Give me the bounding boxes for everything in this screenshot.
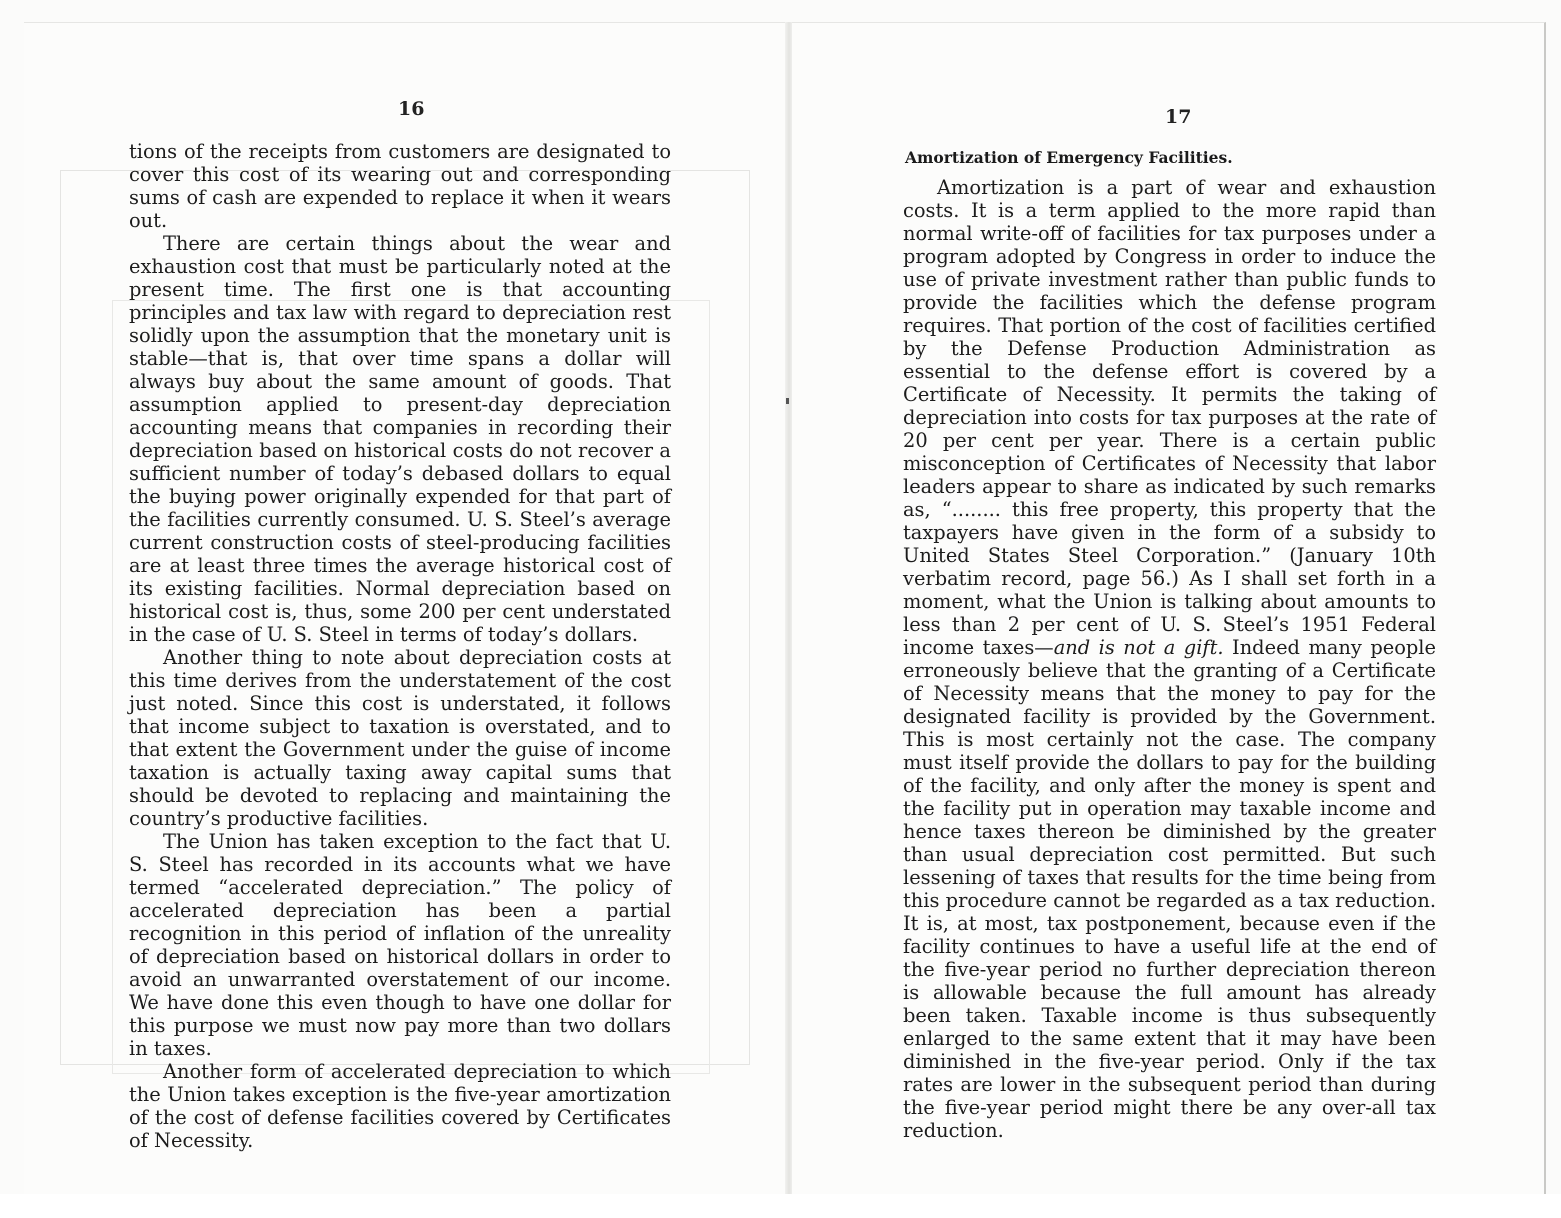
right-paragraph-text-part-2: Indeed many people erroneously believe that the granting of a Certificate of Necessity means that the money to pay for the designated facility is provided by the Government. This is most certainly not the case. The company must itself provide the dollars to pay for the building of the facility, and only after the money is spent and the facility put in operation may taxable income and hence taxes thereon be diminished by the greater than usual depreciation cost permitted. But such lessening of taxes that results for the time being from this procedure cannot be regarded as a tax reduction. It is, at most, tax postponement, because even if the facility continues to have a useful life at the end of the five-year period no further depreciation thereon is allowable because the full amount has already been taken. Taxable income is thus subsequently enlarged to the same extent that it may have been diminished in the five-year period. Only if the tax rates are lower in the subsequent period than during the five-year period might there be any over-all tax reduction.	[903, 636, 1436, 1142]
left-paragraph-1: tions of the receipts from customers are designated to cover this cost of its wearing out and corresponding sums of cash are expended to replace it when it wears out.	[129, 140, 671, 232]
scan-bottom-margin	[0, 1194, 1561, 1218]
left-page-number: 16	[398, 98, 425, 120]
right-page-body	[903, 176, 1436, 1142]
left-paragraph-2: There are certain things about the wear and exhaustion cost that must be particularly noted at the present time. The first one is that accounting principles and tax law with regard to depreciation rest solidly upon the assumption that the monetary unit is stable—that is, that over time spans a dollar will always buy about the same amount of goods. That assumption applied to present-day depreciation accounting means that companies in recording their depreciation based on historical costs do not recover a sufficient number of today’s debased dollars to equal the buying power originally expended for that part of the facilities currently consumed. U. S. Steel’s average current construction costs of steel-producing facilities are at least three times the average historical cost of its existing facilities. Normal depreciation based on historical cost is, thus, some 200 per cent understated in the case of U. S. Steel in terms of today’s dollars.	[129, 232, 671, 646]
right-paragraph-italic-phrase: and is not a gift.	[1053, 636, 1224, 659]
left-page-body	[129, 140, 671, 1152]
gutter-ink-mark	[786, 398, 789, 404]
left-paragraph-3: Another thing to note about depreciation costs at this time derives from the understatement of the cost just noted. Since this cost is understated, it follows that income subject to taxation is overstated, and to that extent the Government under the guise of income taxation is actually taxing away capital sums that should be devoted to replacing and maintaining the country’s productive facilities.	[129, 646, 671, 830]
left-paragraph-5: Another form of accelerated depreciation to which the Union takes exception is the five-year amortization of the cost of defense facilities covered by Certificates of Necessity.	[129, 1060, 671, 1152]
right-paragraph-text-part-1: Amortization is a part of wear and exhaustion costs. It is a term applied to the more rapid than normal write-off of facilities for tax purposes under a program adopted by Congress in order to induce the use of private investment rather than public funds to provide the facilities which the defense program requires. That portion of the cost of facilities certified by the Defense Production Administration as essential to the defense effort is covered by a Certificate of Necessity. It permits the taking of depreciation into costs for tax purposes at the rate of 20 per cent per year. There is a certain public misconception of Certificates of Necessity that labor leaders appear to share as indicated by such remarks as, “........ this free property, this property that the taxpayers have given in the form of a subsidy to United States Steel Corporation.” (January 10th verbatim record, page 56.) As I shall set forth in a moment, what the Union is talking about amounts to less than 2 per cent of U. S. Steel’s 1951 Federal income taxes—	[903, 176, 1436, 659]
right-page-number: 17	[1165, 106, 1192, 128]
left-paragraph-4: The Union has taken exception to the fact that U. S. Steel has recorded in its accounts what we have termed “accelerated depreciation.” The policy of accelerated depreciation has been a partial recognition in this period of inflation of the unreality of depreciation based on historical dollars in order to avoid an unwarranted overstatement of our income. We have done this even though to have one dollar for this purpose we must now pay more than two dollars in taxes.	[129, 830, 671, 1060]
section-heading: Amortization of Emergency Facilities.	[905, 148, 1233, 167]
right-paragraph-1	[903, 176, 1436, 1142]
